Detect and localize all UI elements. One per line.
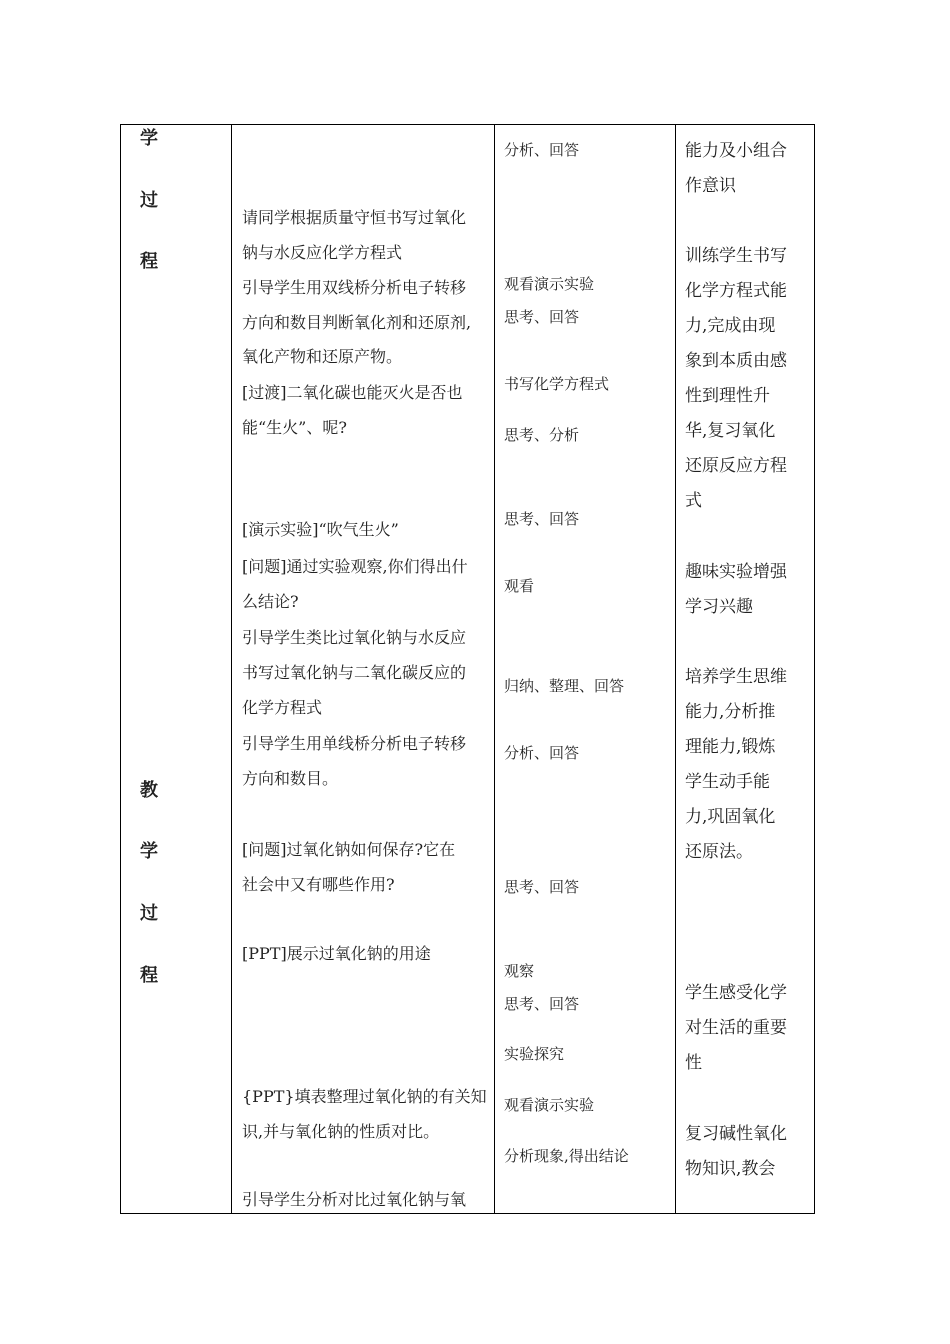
teacher-activity-line: 引导学生分析对比过氧化钠与氧 xyxy=(242,1190,467,1209)
student-activity-line: 思考、回答 xyxy=(504,878,580,896)
design-intent-line: 力,完成由现 xyxy=(685,316,776,336)
stage-label-char: 过 xyxy=(140,903,158,924)
teacher-activity-line: [问题]通过实验观察,你们得出什 xyxy=(242,557,468,576)
column-divider xyxy=(675,125,676,1213)
teacher-activity-line: 引导学生类比过氧化钠与水反应 xyxy=(242,628,467,647)
student-activity-line: 书写化学方程式 xyxy=(504,375,610,393)
design-intent-line: 性 xyxy=(685,1053,702,1073)
student-activity-line: 思考、回答 xyxy=(504,510,580,528)
column-divider xyxy=(494,125,495,1213)
student-activity-line: 观看演示实验 xyxy=(504,275,595,293)
student-activity-line: 观看演示实验 xyxy=(504,1096,595,1114)
student-activity-line: 分析、回答 xyxy=(504,744,580,762)
teacher-activity-line: [过渡]二氧化碳也能灭火是否也 xyxy=(242,383,463,402)
design-intent-line: 学习兴趣 xyxy=(685,597,753,617)
design-intent-line: 华,复习氧化 xyxy=(685,421,776,441)
design-intent-line: 复习碱性氧化 xyxy=(685,1124,787,1144)
teacher-activity-line: [问题]过氧化钠如何保存?它在 xyxy=(242,840,456,859)
teacher-activity-line: 识,并与氧化钠的性质对比。 xyxy=(242,1122,440,1141)
teacher-activity-line: 请同学根据质量守恒书写过氧化 xyxy=(242,208,467,227)
column-divider xyxy=(231,125,232,1213)
stage-label-char: 学 xyxy=(140,128,158,149)
student-activity-line: 思考、分析 xyxy=(504,426,580,444)
design-intent-line: 对生活的重要 xyxy=(685,1018,787,1038)
stage-label-char: 程 xyxy=(140,251,158,272)
design-intent-line: 象到本质由感 xyxy=(685,351,787,371)
design-intent-line: 能力,分析推 xyxy=(685,702,776,722)
teacher-activity-line: 钠与水反应化学方程式 xyxy=(242,243,403,262)
design-intent-line: 作意识 xyxy=(685,176,736,196)
design-intent-line: 还原法。 xyxy=(685,842,753,862)
teacher-activity-line: 方向和数目判断氧化剂和还原剂, xyxy=(242,313,472,332)
design-intent-line: 还原反应方程 xyxy=(685,456,787,476)
student-activity-line: 分析、回答 xyxy=(504,141,580,159)
teacher-activity-line: 社会中又有哪些作用? xyxy=(242,875,395,894)
teacher-activity-line: 引导学生用单线桥分析电子转移 xyxy=(242,734,467,753)
stage-label-char: 学 xyxy=(140,841,158,862)
design-intent-line: 培养学生思维 xyxy=(685,667,787,687)
design-intent-line: 训练学生书写 xyxy=(685,246,787,266)
teacher-activity-line: 引导学生用双线桥分析电子转移 xyxy=(242,278,467,297)
teacher-activity-line: [演示实验]“吹气生火” xyxy=(242,520,399,539)
student-activity-line: 观察 xyxy=(504,962,535,980)
student-activity-line: 思考、回答 xyxy=(504,995,580,1013)
design-intent-line: 趣味实验增强 xyxy=(685,562,787,582)
teacher-activity-line: 方向和数目。 xyxy=(242,769,339,788)
teacher-activity-line: 化学方程式 xyxy=(242,698,323,717)
design-intent-line: 性到理性升 xyxy=(685,386,770,406)
stage-label-char: 教 xyxy=(140,780,158,801)
student-activity-line: 实验探究 xyxy=(504,1045,565,1063)
student-activity-line: 思考、回答 xyxy=(504,308,580,326)
design-intent-line: 化学方程式能 xyxy=(685,281,787,301)
design-intent-line: 物知识,教会 xyxy=(685,1159,776,1179)
teacher-activity-line: {PPT}填表整理过氧化钠的有关知 xyxy=(242,1087,487,1106)
stage-label-char: 过 xyxy=(140,190,158,211)
teacher-activity-line: 氧化产物和还原产物。 xyxy=(242,347,403,366)
student-activity-line: 分析现象,得出结论 xyxy=(504,1147,629,1165)
teacher-activity-line: 书写过氧化钠与二氧化碳反应的 xyxy=(242,663,467,682)
design-intent-line: 理能力,锻炼 xyxy=(685,737,776,757)
stage-label-char: 程 xyxy=(140,965,158,986)
student-activity-line: 归纳、整理、回答 xyxy=(504,677,625,695)
teacher-activity-line: 能“生火”、呢? xyxy=(242,418,347,437)
design-intent-line: 式 xyxy=(685,491,702,511)
teacher-activity-line: 么结论? xyxy=(242,592,299,611)
design-intent-line: 学生动手能 xyxy=(685,772,770,792)
student-activity-line: 观看 xyxy=(504,577,535,595)
teacher-activity-line: [PPT]展示过氧化钠的用途 xyxy=(242,944,431,963)
design-intent-line: 力,巩固氧化 xyxy=(685,807,776,827)
design-intent-line: 学生感受化学 xyxy=(685,983,787,1003)
design-intent-line: 能力及小组合 xyxy=(685,141,787,161)
